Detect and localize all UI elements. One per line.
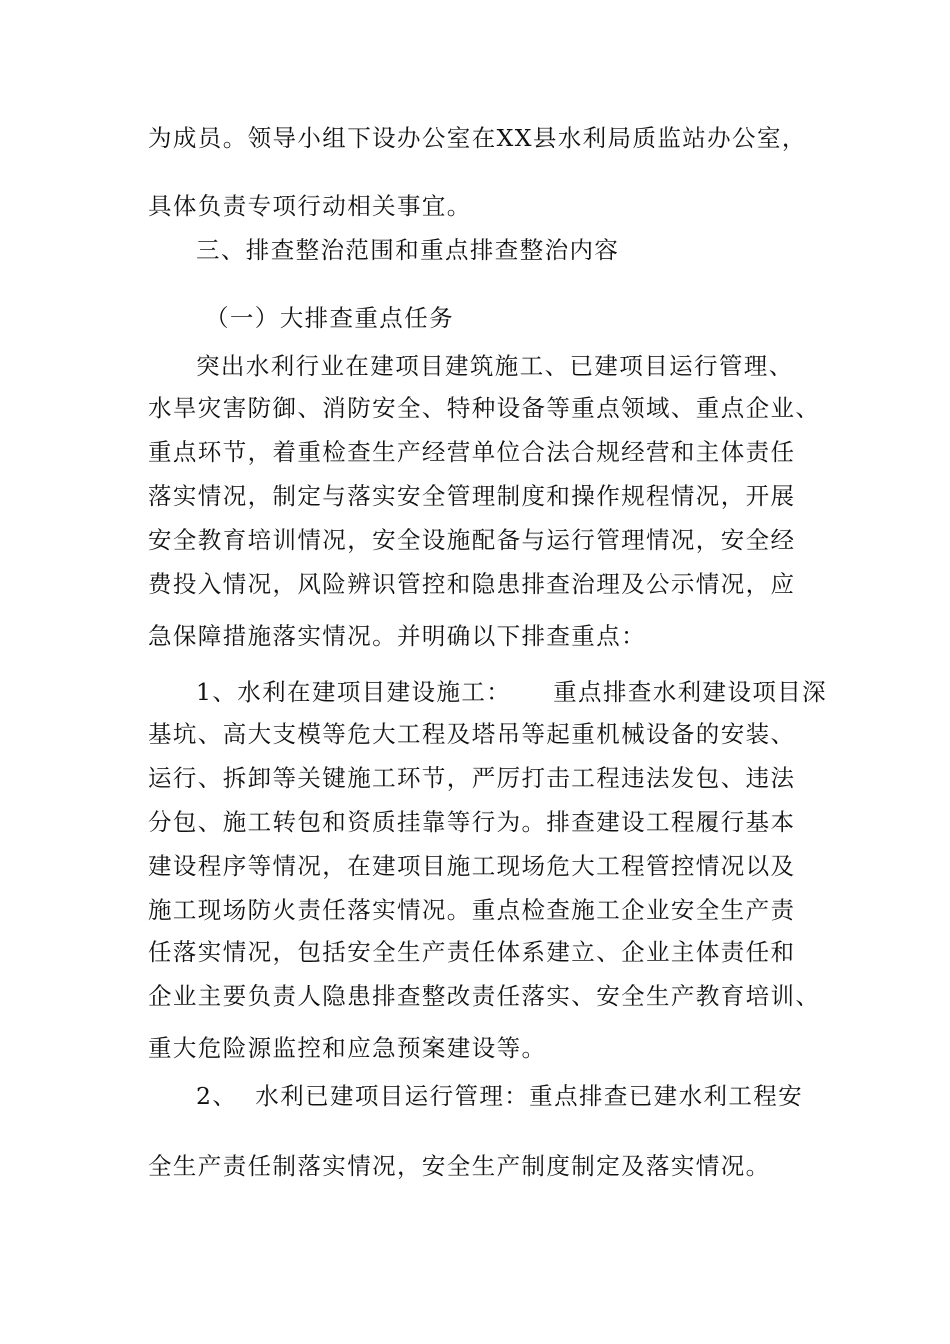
body-text-line: 水旱灾害防御、消防安全、特种设备等重点领域、重点企业、 — [148, 394, 821, 422]
numbered-item-line — [196, 1080, 866, 1112]
item-text: 重点排查水利建设项目深 — [553, 678, 828, 706]
body-text-line: 急保障措施落实情况。并明确以下排查重点： — [148, 622, 646, 650]
numbered-item-line — [196, 676, 866, 708]
body-text-line: 安全教育培训情况，安全设施配备与运行管理情况，安全经 — [148, 526, 796, 554]
subsection-heading: （一）大排查重点任务 — [205, 304, 454, 332]
body-text-line: 费投入情况，风险辨识管控和隐患排查治理及公示情况，应 — [148, 570, 796, 598]
body-text-line: 全生产责任制落实情况，安全生产制度制定及落实情况。 — [148, 1152, 771, 1180]
body-text-line: 运行、拆卸等关键施工环节，严厉打击工程违法发包、违法 — [148, 764, 796, 792]
body-text-line: 分包、施工转包和资质挂靠等行为。排查建设工程履行基本 — [148, 808, 796, 836]
body-text-line: 具体负责专项行动相关事宜。 — [148, 192, 472, 220]
body-text-line: 重大危险源监控和应急预案建设等。 — [148, 1034, 547, 1062]
body-text-line: 突出水利行业在建项目建筑施工、已建项目运行管理、 — [196, 352, 794, 380]
body-text-line: 建设程序等情况，在建项目施工现场危大工程管控情况以及 — [148, 852, 796, 880]
section-heading: 三、排查整治范围和重点排查整治内容 — [196, 236, 620, 264]
body-text-line: 基坑、高大支模等危大工程及塔吊等起重机械设备的安装、 — [148, 720, 796, 748]
item-number: 2、 — [196, 1082, 238, 1110]
item-title: 1、水利在建项目建设施工： — [196, 678, 512, 706]
body-text-line: 任落实情况，包括安全生产责任体系建立、企业主体责任和 — [148, 938, 796, 966]
body-text-line: 企业主要负责人隐患排查整改责任落实、安全生产教育培训、 — [148, 982, 821, 1010]
item-text: 水利已建项目运行管理：重点排查已建水利工程安 — [255, 1082, 804, 1110]
body-text-line: 施工现场防火责任落实情况。重点检查施工企业安全生产责 — [148, 896, 796, 924]
body-text-line: 重点环节，着重检查生产经营单位合法合规经营和主体责任 — [148, 438, 796, 466]
body-text-line: 落实情况，制定与落实安全管理制度和操作规程情况，开展 — [148, 482, 796, 510]
body-text-line: 为成员。领导小组下设办公室在XX县水利局质监站办公室， — [148, 124, 807, 152]
